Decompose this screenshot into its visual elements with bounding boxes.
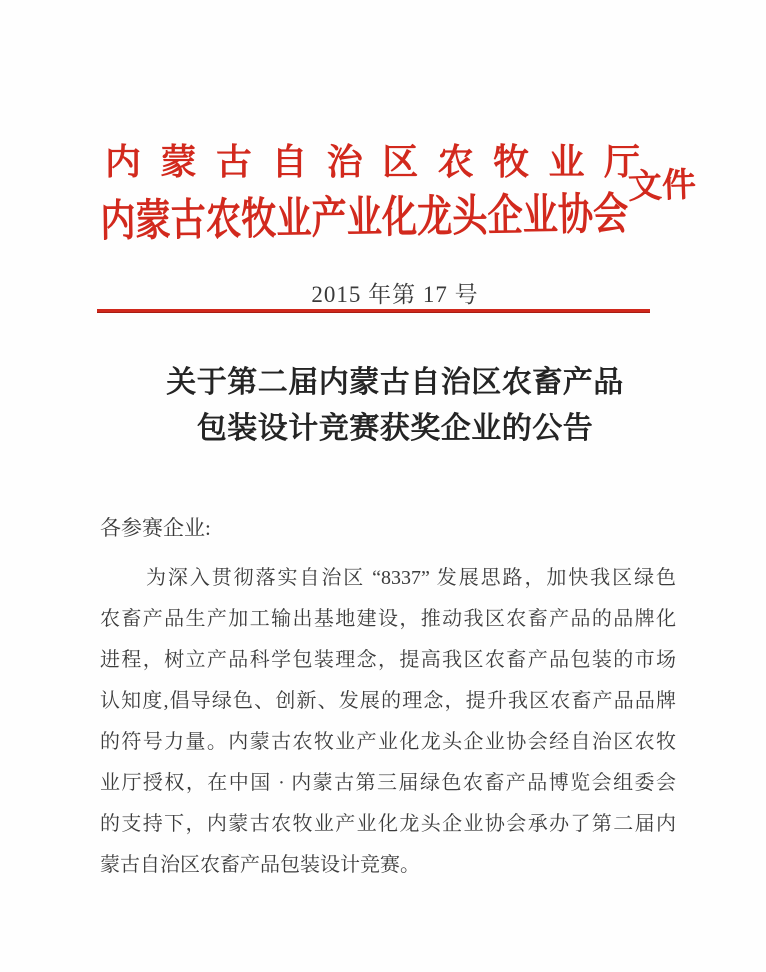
body-line: 农畜产品生产加工输出基地建设，推动我区农畜产品的品牌化: [100, 608, 676, 630]
red-separator-rule: [97, 309, 650, 313]
document-title-line1: 关于第二届内蒙古自治区农畜产品: [166, 366, 624, 399]
document-title: [100, 360, 690, 452]
issuer-name-line1: 内 蒙 古 自 治 区 农 牧 业 厅: [105, 142, 640, 182]
body-line: 业厅授权，在中国 · 内蒙古第三届绿色农畜产品博览会组委会: [100, 772, 676, 794]
document-title-line2: 包装设计竞赛获奖企业的公告: [196, 412, 594, 445]
body-line: 为深入贯彻落实自治区 “8337” 发展思路，加快我区绿色: [146, 567, 676, 589]
body-line: 认知度,倡导绿色、创新、发展的理念，提升我区农畜产品品牌: [100, 690, 676, 712]
body-paragraph: [100, 558, 676, 886]
doc-type-label: 文件: [627, 166, 697, 207]
body-line: 蒙古自治区农畜产品包装设计竞赛。: [100, 854, 420, 876]
document-number: 2015 年第 17 号: [311, 282, 479, 307]
salutation: 各参赛企业:: [100, 516, 211, 540]
body-line: 进程，树立产品科学包装理念，提高我区农畜产品包装的市场: [100, 649, 676, 671]
body-line: 的支持下，内蒙古农牧业产业化龙头企业协会承办了第二届内: [100, 813, 676, 835]
issuer-name-line2: 内蒙古农牧业产业化龙头企业协会: [99, 189, 629, 246]
body-line: 的符号力量。内蒙古农牧业产业化龙头企业协会经自治区农牧: [100, 731, 676, 753]
